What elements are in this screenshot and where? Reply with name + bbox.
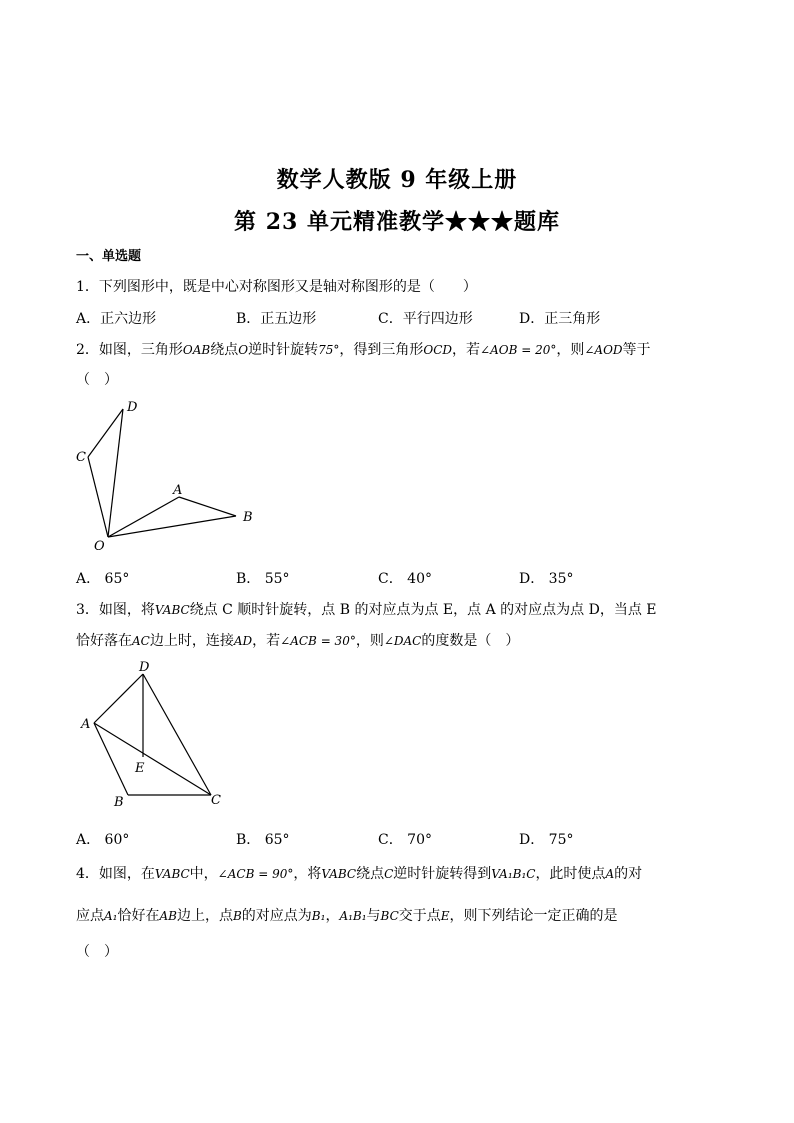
- q4-stem-line3: （ ）: [76, 944, 118, 960]
- q2-option-d[interactable]: D． 35°: [519, 571, 574, 587]
- q3-figure: [75, 655, 235, 815]
- q3-option-a[interactable]: A． 60°: [76, 832, 130, 848]
- q1-option-a[interactable]: A．正六边形: [76, 311, 157, 327]
- q3-label-c: C: [211, 793, 221, 808]
- section-heading: 一、单选题: [76, 249, 142, 264]
- q2-label-b: B: [243, 510, 253, 525]
- q4-stem: 4．如图，在VABC中，∠ACB = 90°，将VABC绕点C逆时针旋转得到VA₁B₁C，此时使点A的对: [76, 866, 643, 882]
- q1-stem: 1．下列图形中，既是中心对称图形又是轴对称图形的是（ ）: [76, 279, 477, 295]
- q2-option-a[interactable]: A． 65°: [76, 571, 130, 587]
- q3-stem-line2: 恰好落在AC边上时，连接AD，若∠ACB = 30°，则∠DAC的度数是（ ）: [76, 633, 520, 649]
- q3-label-e: E: [135, 761, 145, 776]
- q2-edge-ab: [179, 497, 236, 516]
- q4-stem-line2: 应点A₁恰好在AB边上，点B的对应点为B₁，A₁B₁与BC交于点E，则下列结论一定正确的是: [76, 908, 618, 924]
- q3-edge-ad: [94, 674, 143, 723]
- q2-option-b[interactable]: B． 55°: [236, 571, 290, 587]
- q2-label-c: C: [76, 450, 86, 465]
- q3-edge-dc: [143, 674, 211, 795]
- q3-label-d: D: [139, 660, 150, 675]
- title-line-2: 第 23 单元精准教学★★★题库: [234, 209, 560, 235]
- q3-option-c[interactable]: C． 70°: [378, 832, 432, 848]
- q3-label-b: B: [114, 795, 124, 810]
- q3-option-b[interactable]: B． 65°: [236, 832, 290, 848]
- q3-option-d[interactable]: D． 75°: [519, 832, 574, 848]
- q2-label-a: A: [173, 483, 183, 498]
- q2-label-d: D: [127, 400, 138, 415]
- title-line-1: 数学人教版 9 年级上册: [276, 167, 518, 193]
- q3-label-a: A: [81, 717, 91, 732]
- q1-option-c[interactable]: C．平行四边形: [378, 311, 473, 327]
- q2-edge-do: [108, 409, 123, 537]
- q2-edge-oc: [88, 457, 108, 537]
- q2-figure: [70, 395, 270, 555]
- q2-stem-line2: （ ）: [76, 372, 118, 388]
- q2-stem: 2．如图，三角形OAB绕点O逆时针旋转75°，得到三角形OCD，若∠AOB = 20°，则∠AOD等于: [76, 342, 651, 358]
- q2-label-o: O: [94, 539, 105, 554]
- q3-stem: 3．如图，将VABC绕点 C 顺时针旋转，点 B 的对应点为点 E，点 A 的对应点为点 D，当点 E: [76, 602, 657, 618]
- q2-option-c[interactable]: C． 40°: [378, 571, 432, 587]
- q1-option-d[interactable]: D．正三角形: [519, 311, 601, 327]
- q1-option-b[interactable]: B．正五边形: [236, 311, 317, 327]
